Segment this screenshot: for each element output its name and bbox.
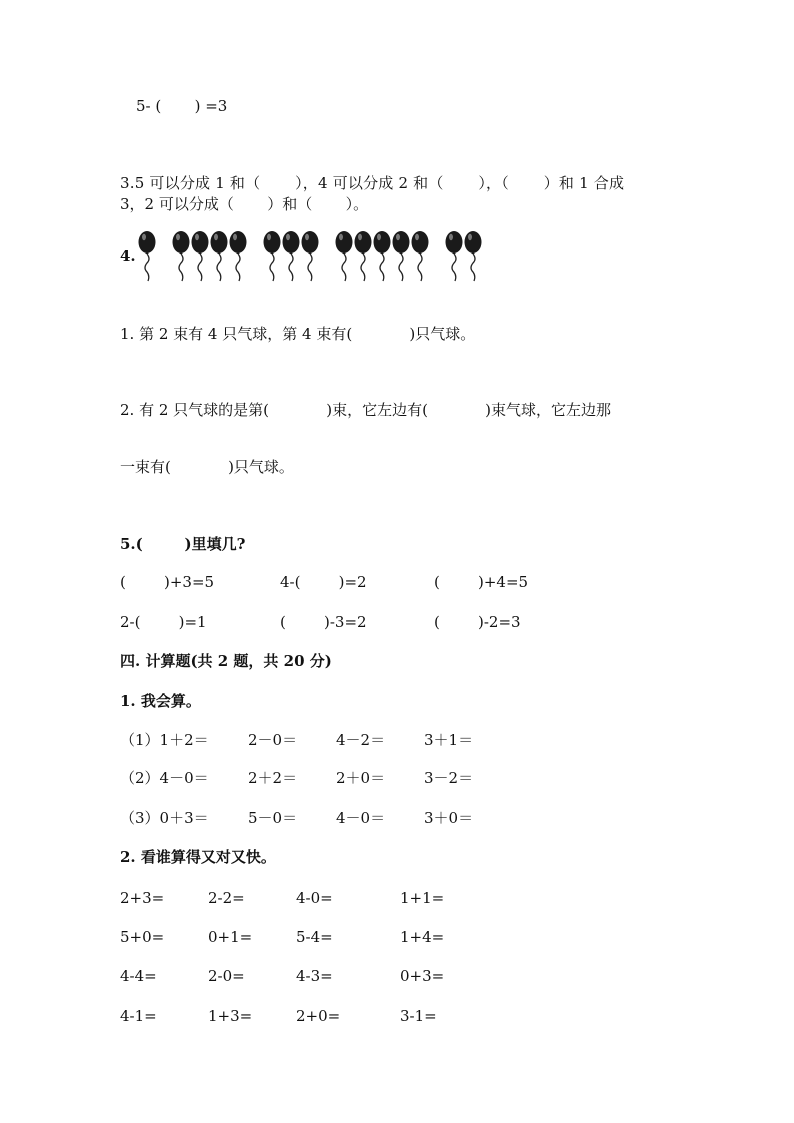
- quick-calc-cell: 2-2=: [208, 889, 245, 907]
- q5-cell: ( )+4=5: [434, 573, 529, 591]
- quick-calc-cell: 2-0=: [208, 967, 245, 985]
- balloon-icon: [283, 231, 300, 281]
- quick-calc-cell: 4-4=: [120, 967, 157, 985]
- calc-cell: 2＋2＝: [248, 769, 298, 787]
- q5-cell: 4-( )=2: [280, 573, 367, 591]
- balloon-icon: [302, 231, 319, 281]
- balloon-icon: [264, 231, 281, 281]
- quick-calc-cell: 4-3=: [296, 967, 333, 985]
- balloon-icon: [230, 231, 247, 281]
- q5-cell: ( )-3=2: [280, 613, 367, 631]
- calc-cell: 2＋0＝: [336, 769, 386, 787]
- calc-cell: 3＋1＝: [424, 731, 474, 749]
- q5-cell: 2-( )=1: [120, 613, 207, 631]
- quick-calc-cell: 3-1=: [400, 1007, 437, 1025]
- calc-cell: 5－0＝: [248, 809, 298, 827]
- balloon-group: [446, 231, 482, 281]
- quick-calc-cell: 4-0=: [296, 889, 333, 907]
- calc-cell: （1）1＋2＝: [120, 731, 209, 749]
- calc-cell: （3）0＋3＝: [120, 809, 209, 827]
- quick-calc-cell: 0+1=: [208, 928, 253, 946]
- question-4-sub2-line1: 2. 有 2 只气球的是第( )束，它左边有( )束气球，它左边那: [120, 401, 612, 419]
- question-3-line2: 3，2 可以分成（ ）和（ ）。: [120, 195, 369, 213]
- quick-calc-cell: 0+3=: [400, 967, 445, 985]
- quick-calc-cell: 4-1=: [120, 1007, 157, 1025]
- balloon-icon: [393, 231, 410, 281]
- balloon-group: [173, 231, 247, 281]
- calc-cell: 4－0＝: [336, 809, 386, 827]
- balloon-group: [264, 231, 319, 281]
- balloon-icon: [465, 231, 482, 281]
- question-4-sub1: 1. 第 2 束有 4 只气球，第 4 束有( )只气球。: [120, 325, 476, 343]
- quick-calc-cell: 1+3=: [208, 1007, 253, 1025]
- balloon-icon: [211, 231, 228, 281]
- q5-cell: ( )+3=5: [120, 573, 215, 591]
- calc-cell: 3＋0＝: [424, 809, 474, 827]
- balloon-icon: [139, 231, 156, 281]
- balloon-icon: [412, 231, 429, 281]
- balloon-icon: [446, 231, 463, 281]
- calc-cell: 3－2＝: [424, 769, 474, 787]
- balloon-icon: [173, 231, 190, 281]
- question-5-title: 5.( )里填几?: [120, 535, 246, 553]
- quick-calc-cell: 2+3=: [120, 889, 165, 907]
- balloon-icons: [138, 230, 508, 282]
- q5-cell: ( )-2=3: [434, 613, 521, 631]
- quick-calc-cell: 1+1=: [400, 889, 445, 907]
- section-4-q2-title: 2. 看谁算得又对又快。: [120, 848, 276, 866]
- balloon-icon: [355, 231, 372, 281]
- quick-calc-cell: 5+0=: [120, 928, 165, 946]
- section-4-title: 四. 计算题(共 2 题，共 20 分): [120, 652, 332, 670]
- quick-calc-cell: 1+4=: [400, 928, 445, 946]
- balloon-icon: [192, 231, 209, 281]
- balloon-group: [336, 231, 429, 281]
- question-5-minus: 5- ( ) =3: [136, 97, 228, 115]
- balloon-icon: [374, 231, 391, 281]
- question-3-line1: 3.5 可以分成 1 和（ ），4 可以分成 2 和（ ），（ ）和 1 合成: [120, 174, 625, 192]
- calc-cell: 4－2＝: [336, 731, 386, 749]
- balloon-groups-illustration: [138, 230, 508, 282]
- quick-calc-cell: 5-4=: [296, 928, 333, 946]
- calc-cell: 2－0＝: [248, 731, 298, 749]
- question-4-sub2-line2: 一束有( )只气球。: [120, 458, 294, 476]
- balloon-group: [139, 231, 156, 281]
- section-4-q1-title: 1. 我会算。: [120, 692, 201, 710]
- balloon-icon: [336, 231, 353, 281]
- question-4-label: 4.: [120, 247, 136, 265]
- quick-calc-cell: 2+0=: [296, 1007, 341, 1025]
- calc-cell: （2）4－0＝: [120, 769, 209, 787]
